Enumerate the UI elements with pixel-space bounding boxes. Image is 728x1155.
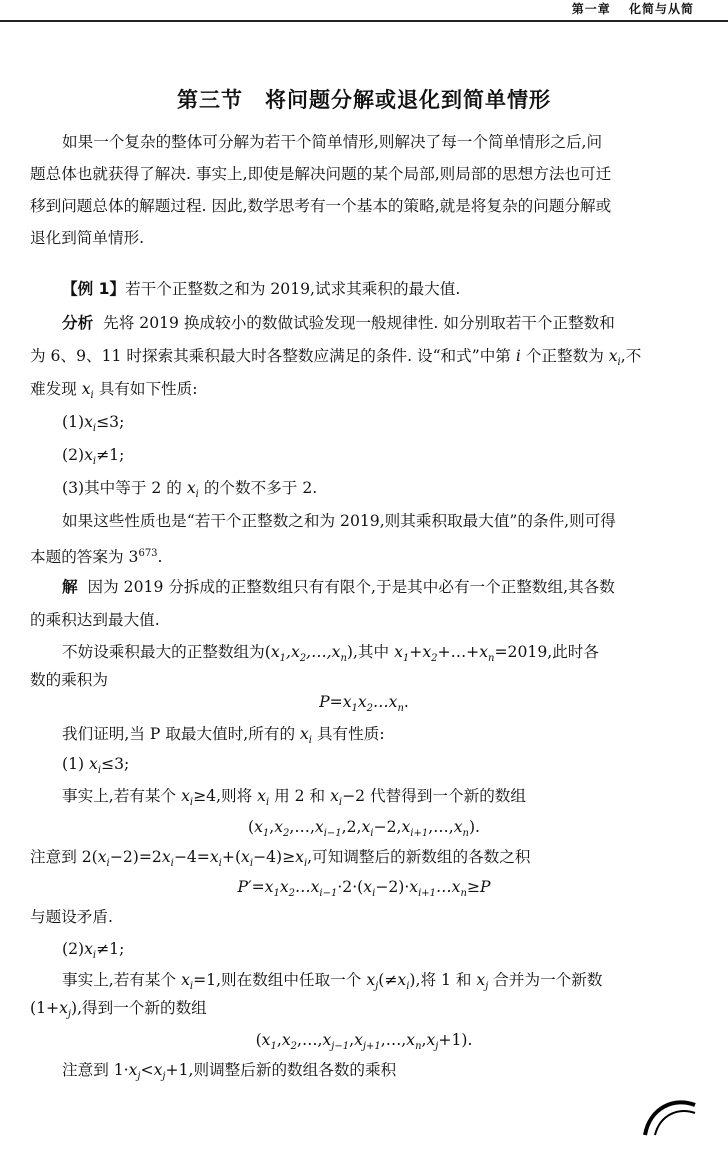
answer-exponent: 673 (138, 548, 158, 559)
solution-text-1: 因为 2019 分拆成的正整数组只有有限个,于是其中必有一个正整数组,其各数 (87, 578, 615, 596)
solution-line-2: 的乘积达到最大值. (30, 611, 160, 629)
note-1-b: ,可知调整后的新数组的各数之积 (307, 848, 531, 866)
property-1-text: ≤3; (96, 413, 125, 431)
analysis-line-2: 为 6、9、11 时探索其乘积最大时各整数应满足的条件. 设“和式”中第 i 个正整数为 $x_i$,不 (30, 347, 642, 369)
fact-2-c: ,将 1 和 (415, 971, 477, 989)
claim-1-text: ≤3; (101, 755, 130, 773)
claim-2-num: (2) (62, 940, 85, 958)
intro-line-3: 移到问题总体的解题过程. 因此,数学思考有一个基本的策略,就是将复杂的问题分解或 (30, 197, 612, 215)
section-title: 第三节 将问题分解或退化到简单情形 (177, 88, 551, 112)
solution-text-3c: =2019,此时各 (494, 643, 599, 661)
property-1: $(1)x_i\le 3$; (62, 413, 125, 435)
note-2-b: ,则调整后新的数组各数的乘积 (188, 1061, 397, 1079)
contradiction: 与题设矛盾. (30, 908, 113, 926)
fact-1-c: 用 2 和 (269, 787, 331, 805)
analysis-text-3b: 具有如下性质: (93, 380, 198, 398)
claim-1: (1) $x_i\le 3$; (62, 755, 130, 777)
property-2: $(2)x_i\ne 1$; (62, 446, 125, 468)
example-text: 若干个正整数之和为 2019,试求其乘积的最大值. (125, 280, 461, 298)
analysis-text-2b: 个正整数为 (520, 347, 609, 365)
analysis-line-3: 难发现 $x_i$ 具有如下性质: (30, 380, 198, 402)
property-3-text-a: (3)其中等于 2 的 (62, 479, 187, 497)
property-3-text-b: 的个数不多于 2. (198, 479, 318, 497)
fact-2-d: 合并为一个新数 (488, 971, 603, 989)
fact-2-e: ),得到一个新的数组 (70, 999, 207, 1017)
header-rule (0, 20, 728, 22)
analysis-text-1: 先将 2019 换成较小的数做试验发现一般规律性. 如分别取若干个正整数和 (103, 314, 615, 332)
new-array-1: $(x_1,x_2,\dots,x_{i-1},2,x_i-2,x_{i+1},\dots,x_n)$. (247, 818, 481, 840)
new-array-2: $(x_1,x_2,\dots,x_{j-1},x_{j+1},\dots,x_n,x_j+1)$. (255, 1031, 473, 1053)
analysis-line-1 (62, 311, 698, 335)
intro-line-4: 退化到简单情形. (30, 229, 145, 247)
analysis-conclusion-1: 如果这些性质也是“若干个正整数之和为 2019,则其乘积取最大值”的条件,则可得 (62, 512, 616, 530)
chapter-title: 化简与从简 (628, 2, 694, 16)
analysis-conclusion-2 (30, 542, 698, 569)
fact-2-b: =1,则在数组中任取一个 (193, 971, 367, 989)
solution-text-3b: ),其中 (346, 643, 395, 661)
fact-1-b: ≥4,则将 (193, 787, 258, 805)
intro-line-2: 题总体也就获得了解决. 事实上,即使是解决问题的某个局部,则局部的思想方法也可迁 (30, 165, 612, 183)
intro-line-1: 如果一个复杂的整体可分解为若干个简单情形,则解决了每一个简单情形之后,问 (62, 133, 603, 151)
property-1-num: (1) (62, 413, 85, 431)
analysis-text-2c: ,不 (620, 347, 642, 365)
proof-intro-text-a: 我们证明,当 P 取最大值时,所有的 (62, 725, 300, 743)
solution-line-4: 数的乘积为 (30, 671, 108, 689)
fact-2: 事实上,若有某个 $x_i=1$,则在数组中任取一个 $x_j(\ne x_i)$,将 1 和 $x_j$ 合并为一个新数 (62, 971, 603, 993)
note-2: 注意到 $1\cdot x_j<x_j+1$,则调整后新的数组各数的乘积 (62, 1061, 397, 1083)
answer-text: 本题的答案为 3 (30, 548, 139, 567)
answer-end: . (157, 548, 163, 567)
claim-2: $(2)x_i\ne 1$; (62, 940, 125, 962)
analysis-text-2a: 为 6、9、11 时探索其乘积最大时各整数应满足的条件. 设“和式”中第 (30, 347, 516, 365)
analysis-text-3a: 难发现 (30, 380, 82, 398)
note-1: 注意到 $2(x_i-2)=2x_i-4=x_i+(x_i-4)\ge x_i$,可知调整后的新数组的各数之积 (30, 848, 531, 870)
solution-line-3: 不妨设乘积最大的正整数组为$(x_1,x_2,\dots,x_n)$,其中 $x_1+x_2+\dots+x_n=2019$,此时各 (62, 643, 599, 665)
running-header (572, 0, 694, 17)
fact-1: 事实上,若有某个 $x_i\ge 4$,则将 $x_i$ 用 2 和 $x_i-2$ 代替得到一个新的数组 (62, 787, 526, 809)
proof-intro-text-b: 具有性质: (312, 725, 385, 743)
chapter-label: 第一章 (571, 2, 611, 16)
product-formula: $P=x_1x_2\dots x_n$. (319, 693, 409, 715)
property-2-num: (2) (62, 446, 85, 464)
fact-1-a: 事实上,若有某个 (62, 787, 182, 805)
fact-2-cont: $(1+x_j)$,得到一个新的数组 (30, 999, 207, 1021)
solution-line-1 (62, 575, 698, 599)
property-3: (3)其中等于 2 的 $x_i$ 的个数不多于 2. (62, 479, 318, 501)
property-2-text: ≠1; (96, 446, 125, 464)
claim-1-num: (1) (62, 755, 90, 773)
solution-text-3a: 不妨设乘积最大的正整数组为( (62, 643, 271, 661)
note-1-a: 注意到 2( (30, 848, 98, 866)
analysis-label: 分析 (62, 314, 94, 332)
claim-2-text: ≠1; (96, 940, 125, 958)
example-label: 【例 1】 (62, 280, 126, 298)
page-curl-icon (640, 1097, 700, 1137)
proof-intro: 我们证明,当 P 取最大值时,所有的 $x_i$ 具有性质: (62, 725, 385, 747)
fact-1-d: −2 代替得到一个新的数组 (342, 787, 526, 805)
inequality-1: $P'=x_1x_2\dots x_{i-1}\cdot 2\cdot(x_i-2)\cdot x_{i+1}\dots x_n\ge P$ (237, 878, 491, 900)
fact-2-a: 事实上,若有某个 (62, 971, 182, 989)
solution-label: 解 (62, 578, 78, 596)
note-2-a: 注意到 1· (62, 1061, 129, 1079)
example-1 (62, 277, 698, 301)
